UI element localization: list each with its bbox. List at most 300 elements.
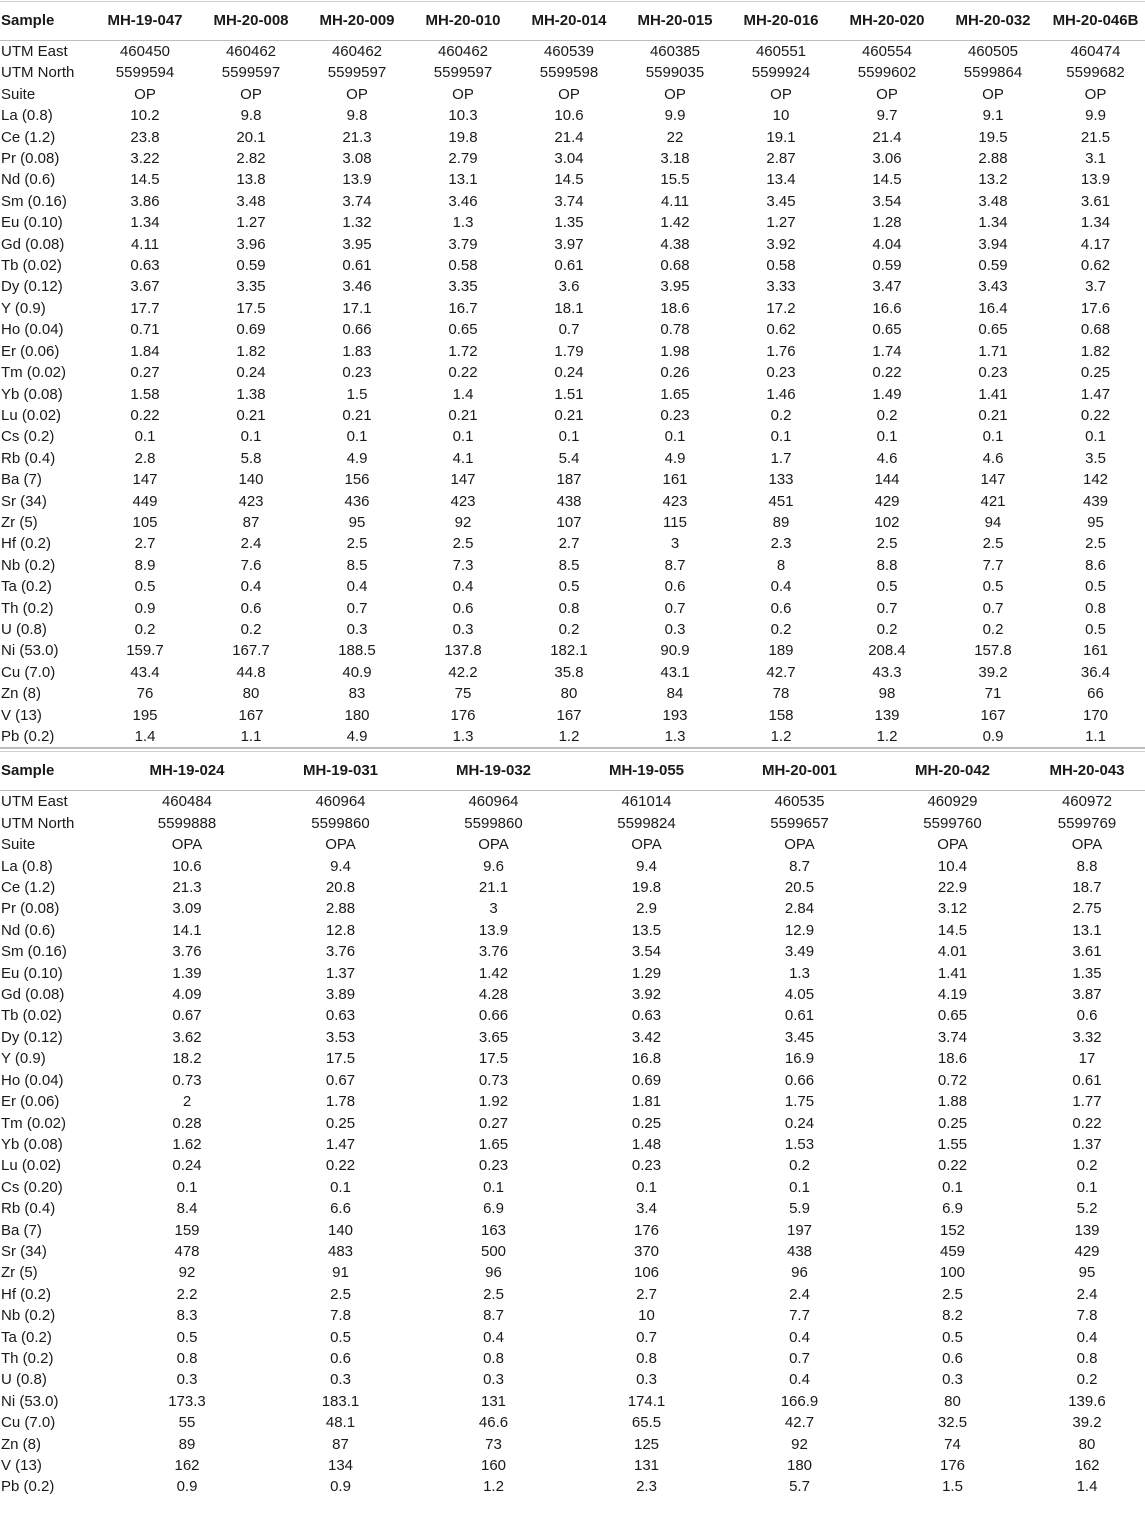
table-cell: 92 <box>791 1435 808 1453</box>
table-cell: 0.7 <box>789 1349 810 1367</box>
table-cell: 460484 <box>161 793 213 811</box>
table-row <box>0 1177 1145 1198</box>
table-cell: 0.4 <box>483 1328 504 1346</box>
table-cell: 3.33 <box>766 278 796 296</box>
table-cell: 3.61 <box>1072 943 1102 961</box>
row-label: Cu (7.0) <box>1 663 56 681</box>
table-cell: 98 <box>878 685 896 703</box>
table-cell: 0.3 <box>176 1371 198 1389</box>
table-cell: 0.25 <box>631 1114 662 1132</box>
table-cell: 17.5 <box>325 1050 356 1068</box>
table-cell: 16.7 <box>448 299 478 317</box>
table-cell: 0.6 <box>770 599 792 617</box>
table-cell: 0.3 <box>942 1371 963 1389</box>
table-cell: 2.75 <box>1072 900 1102 918</box>
table-cell: 10 <box>638 1307 655 1325</box>
table-cell: 4.01 <box>937 943 968 961</box>
table-cell: 0.8 <box>558 599 580 617</box>
table-cell: 5599594 <box>115 64 175 82</box>
table-row <box>0 1027 1145 1048</box>
column-header: MH-20-032 <box>940 2 1046 41</box>
table-cell: 3.97 <box>554 235 584 253</box>
table-cell: 14.5 <box>937 921 968 939</box>
table-row <box>0 683 1145 704</box>
row-label: UTM East <box>1 793 68 811</box>
table-cell: 4.9 <box>304 726 410 748</box>
table-cell: 106 <box>633 1264 660 1282</box>
table-cell: 1.74 <box>872 342 902 360</box>
table-cell: 1.38 <box>236 385 266 403</box>
table-cell: 2.5 <box>346 535 368 553</box>
table-cell: 8.3 <box>176 1307 198 1325</box>
table-cell: 197 <box>786 1221 813 1239</box>
table-cell: 10 <box>772 107 790 125</box>
table-cell: 14.5 <box>872 171 902 189</box>
table-cell: 193 <box>662 706 688 724</box>
table-cell: 2.4 <box>240 535 262 553</box>
table-cell: 0.5 <box>876 578 898 596</box>
table-cell: 1.4 <box>452 385 474 403</box>
table-cell: 0.27 <box>478 1114 509 1132</box>
row-label: Pr (0.08) <box>1 150 60 168</box>
table-cell: 21.3 <box>172 879 202 897</box>
table-cell: 0.21 <box>554 406 584 424</box>
table-cell: 208.4 <box>868 642 906 660</box>
table-row <box>0 1412 1145 1433</box>
table-cell: 1.37 <box>325 964 356 982</box>
table-cell: 0.73 <box>478 1071 509 1089</box>
table-row <box>0 834 1145 855</box>
table-cell: 0.66 <box>478 1007 509 1025</box>
column-header: MH-19-032 <box>417 752 570 791</box>
table-cell: 0.8 <box>483 1349 504 1367</box>
table-cell: 140 <box>238 471 264 489</box>
table-cell: 48.1 <box>325 1414 356 1432</box>
table-cell: 3.62 <box>172 1028 202 1046</box>
table-cell: 3.47 <box>872 278 902 296</box>
row-label: Eu (0.10) <box>1 214 63 232</box>
column-header: MH-19-047 <box>92 2 198 41</box>
table-cell: 2.7 <box>558 535 580 553</box>
table-cell: 156 <box>344 471 370 489</box>
table-cell: 17 <box>1078 1050 1096 1068</box>
table-row <box>0 984 1145 1005</box>
table-cell: 0.5 <box>558 578 580 596</box>
row-label: U (0.8) <box>1 1371 47 1389</box>
table-cell: 2.2 <box>176 1285 198 1303</box>
table-row <box>0 1134 1145 1155</box>
row-label: Zn (8) <box>1 1435 42 1453</box>
table-cell: 78 <box>772 685 790 703</box>
table-cell: 0.1 <box>330 1178 351 1196</box>
table-cell: 95 <box>1087 513 1104 531</box>
table-cell: 3.92 <box>631 986 662 1004</box>
table-cell: 13.1 <box>448 171 478 189</box>
table-cell: 423 <box>238 492 264 510</box>
table-cell: 3.04 <box>554 150 584 168</box>
table-cell: 3.06 <box>872 150 902 168</box>
table-cell: 1.5 <box>942 1478 963 1496</box>
table-cell: 423 <box>450 492 476 510</box>
table-cell: 17.5 <box>478 1050 509 1068</box>
table-cell: 4.11 <box>130 235 160 253</box>
table-cell: 478 <box>174 1242 200 1260</box>
column-header: MH-20-008 <box>198 2 304 41</box>
table-cell: 1.3 <box>410 726 516 748</box>
table-cell: 1.5 <box>346 385 368 403</box>
row-label: Pb (0.2) <box>0 726 92 748</box>
row-label: Lu (0.02) <box>1 406 62 424</box>
table-cell: 1.81 <box>631 1093 662 1111</box>
table-cell: 0.5 <box>330 1328 351 1346</box>
table-cell: 139 <box>874 706 900 724</box>
table-cell: 0.27 <box>130 364 160 382</box>
table-cell: 20.5 <box>784 879 815 897</box>
table-cell: 0.65 <box>937 1007 968 1025</box>
table-cell: 5599924 <box>751 64 811 82</box>
table-cell: 1.39 <box>172 964 202 982</box>
table-cell: 4.9 <box>346 449 368 467</box>
table-cell: 7.6 <box>240 556 262 574</box>
table-cell: 1.34 <box>1080 214 1111 232</box>
table-cell: 7.7 <box>982 556 1004 574</box>
table-cell: 5599682 <box>1066 64 1125 82</box>
table-cell: 18.2 <box>172 1050 202 1068</box>
table-cell: 16.9 <box>784 1050 815 1068</box>
table-cell: 0.59 <box>978 257 1008 275</box>
table-cell: 74 <box>944 1435 961 1453</box>
table-cell: 5599597 <box>433 64 493 82</box>
table-cell: 147 <box>132 471 158 489</box>
table-cell: 0.4 <box>452 578 474 596</box>
table-row <box>0 1241 1145 1262</box>
table-cell: 0.3 <box>483 1371 504 1389</box>
table-row <box>0 234 1145 255</box>
table-cell: 3.74 <box>554 192 584 210</box>
table-cell: 161 <box>1082 642 1109 660</box>
table-cell: 8 <box>776 556 786 574</box>
table-cell: 1.58 <box>130 385 160 403</box>
table-cell: 0.72 <box>937 1071 968 1089</box>
row-label: Tm (0.02) <box>1 364 67 382</box>
table-cell: 158 <box>768 706 794 724</box>
table-cell: OPA <box>937 836 968 854</box>
table-cell: 0.3 <box>452 620 474 638</box>
table-cell: 0.61 <box>554 257 584 275</box>
geochem-table-op <box>0 1 1145 749</box>
table-cell: 18.6 <box>660 299 690 317</box>
row-label: Th (0.2) <box>1 599 54 617</box>
table-cell: 0.23 <box>478 1157 509 1175</box>
table-cell: 1.75 <box>784 1093 815 1111</box>
table-cell: 17.7 <box>130 299 160 317</box>
table-cell: 2.79 <box>448 150 478 168</box>
table-row <box>0 405 1145 426</box>
table-row <box>0 856 1145 877</box>
table-cell: 1.34 <box>130 214 160 232</box>
table-cell: 3.94 <box>978 235 1008 253</box>
table-cell: 0.2 <box>770 406 792 424</box>
table-row <box>0 640 1145 661</box>
row-label: Ho (0.04) <box>1 321 64 339</box>
table-cell: 1.92 <box>478 1093 509 1111</box>
table-row <box>0 127 1145 148</box>
table-cell: 0.5 <box>134 578 156 596</box>
row-label: Cs (0.20) <box>1 1178 63 1196</box>
table-cell: 0.25 <box>937 1114 968 1132</box>
row-label: La (0.8) <box>1 857 53 875</box>
table-cell: 133 <box>768 471 794 489</box>
table-cell: 75 <box>454 685 472 703</box>
table-cell: 4.6 <box>982 449 1004 467</box>
table-cell: 0.59 <box>872 257 902 275</box>
table-cell: 173.3 <box>168 1392 206 1410</box>
table-cell: 1.78 <box>325 1093 356 1111</box>
table-cell: 4.17 <box>1080 235 1111 253</box>
table-cell: 176 <box>939 1457 966 1474</box>
table-cell: 2 <box>182 1093 192 1111</box>
table-cell: 12.8 <box>325 921 356 939</box>
table-cell: 166.9 <box>780 1392 819 1410</box>
table-cell: 0.68 <box>660 257 690 275</box>
table-cell: 460462 <box>437 43 489 60</box>
row-label: Nb (0.2) <box>1 1307 56 1325</box>
table-cell: 1.79 <box>554 342 584 360</box>
table-cell: 3.12 <box>937 900 968 918</box>
table-cell: 36.4 <box>1080 663 1111 681</box>
table-row <box>0 1220 1145 1241</box>
table-cell: 76 <box>136 685 154 703</box>
table-cell: 105 <box>132 513 158 531</box>
table-cell: OP <box>240 85 262 103</box>
table-cell: 460551 <box>755 43 807 60</box>
table-cell: 0.73 <box>172 1071 202 1089</box>
table-cell: 449 <box>132 492 158 510</box>
table-cell: 1.72 <box>448 342 478 360</box>
column-header: MH-20-043 <box>1029 752 1145 791</box>
table-cell: 3.46 <box>342 278 372 296</box>
table-cell: 2.84 <box>784 900 815 918</box>
table-cell: 460535 <box>774 793 825 811</box>
row-label: Lu (0.02) <box>1 1157 62 1175</box>
row-label: UTM North <box>1 814 75 832</box>
table-cell: 3.65 <box>478 1028 509 1046</box>
table-cell: 167 <box>238 706 264 724</box>
table-cell: 22.9 <box>937 879 968 897</box>
table-row <box>0 148 1145 169</box>
table-cell: 0.58 <box>766 257 796 275</box>
row-label: Ce (1.2) <box>1 128 56 146</box>
table-cell: 21.5 <box>1080 128 1111 146</box>
table-cell: 125 <box>633 1435 660 1453</box>
table-cell: 14.5 <box>554 171 584 189</box>
row-label: Sr (34) <box>1 1242 47 1260</box>
table-row <box>0 533 1145 554</box>
table-cell: 0.1 <box>240 428 262 446</box>
row-label: Zr (5) <box>1 1264 38 1282</box>
table-row <box>0 512 1145 533</box>
table-cell: 1.7 <box>770 449 792 467</box>
table-cell: 4.28 <box>478 986 509 1004</box>
table-cell: 3.4 <box>636 1200 657 1218</box>
table-cell: 460929 <box>927 793 978 811</box>
table-cell: 7.8 <box>1076 1307 1098 1325</box>
row-label: UTM East <box>1 43 68 60</box>
table-cell: 13.9 <box>478 921 509 939</box>
table-cell: 1.82 <box>1080 342 1111 360</box>
table-cell: OP <box>770 85 792 103</box>
table-cell: 1.83 <box>342 342 372 360</box>
table-row <box>0 319 1145 340</box>
table-cell: 460539 <box>543 43 595 60</box>
table-cell: 1.1 <box>1046 726 1145 748</box>
column-header: MH-20-014 <box>516 2 622 41</box>
table-cell: 9.4 <box>636 857 657 875</box>
table-cell: 4.04 <box>872 235 902 253</box>
table-cell: OP <box>664 85 686 103</box>
table-cell: 3.79 <box>448 235 478 253</box>
table-cell: 460554 <box>861 43 913 60</box>
table-cell: 20.1 <box>236 128 266 146</box>
table-row <box>0 448 1145 469</box>
table-cell: 2.9 <box>636 900 657 918</box>
table-cell: 0.5 <box>1085 620 1106 638</box>
table-cell: 0.5 <box>176 1328 198 1346</box>
table-cell: 17.1 <box>342 299 372 317</box>
table-cell: OP <box>876 85 898 103</box>
table-cell: 0.5 <box>982 578 1004 596</box>
row-label: U (0.8) <box>1 620 47 638</box>
table-cell: 71 <box>984 685 1002 703</box>
table-cell: 1.76 <box>766 342 796 360</box>
table-row <box>0 191 1145 212</box>
table-cell: 180 <box>786 1457 813 1474</box>
row-label: Tb (0.02) <box>1 257 62 275</box>
table-cell: 3.76 <box>478 943 509 961</box>
column-header: MH-20-042 <box>876 752 1029 791</box>
table-cell: 0.2 <box>240 620 262 638</box>
table-cell: 8.7 <box>789 857 810 875</box>
table-cell: 0.62 <box>1080 257 1111 275</box>
table-cell: 5.2 <box>1076 1200 1098 1218</box>
column-header: MH-20-009 <box>304 2 410 41</box>
row-label: V (13) <box>1 706 42 724</box>
table-cell: 131 <box>480 1392 507 1410</box>
table-cell: 1.77 <box>1072 1093 1102 1111</box>
row-label: Y (0.9) <box>1 1050 46 1068</box>
table-cell: 0.9 <box>940 726 1046 748</box>
table-cell: 0.1 <box>176 1178 198 1196</box>
table-row <box>0 1048 1145 1069</box>
table-cell: 1.47 <box>1080 385 1111 403</box>
table-cell: 0.3 <box>664 620 686 638</box>
table-cell: 21.4 <box>554 128 584 146</box>
table-cell: 0.4 <box>789 1371 810 1389</box>
table-cell: 0.22 <box>1072 1114 1102 1132</box>
table-cell: 174.1 <box>627 1392 666 1410</box>
table-cell: 39.2 <box>978 663 1008 681</box>
table-header-row <box>0 752 1145 791</box>
table-cell: 35.8 <box>554 663 584 681</box>
table-cell: 3.46 <box>448 192 478 210</box>
table-cell: OP <box>452 85 474 103</box>
table-cell: 1.62 <box>172 1135 202 1153</box>
table-cell: OP <box>558 85 580 103</box>
table-cell: 0.6 <box>1076 1007 1098 1025</box>
table-cell: 421 <box>980 492 1006 510</box>
table-cell: 0.1 <box>558 428 580 446</box>
row-label: Th (0.2) <box>1 1349 54 1367</box>
table-cell: 0.4 <box>789 1328 810 1346</box>
table-cell: 87 <box>332 1435 349 1453</box>
table-cell: 0.2 <box>789 1157 810 1175</box>
table-cell: 3.45 <box>784 1028 815 1046</box>
table-cell: 9.8 <box>346 107 368 125</box>
column-header: MH-20-020 <box>834 2 940 41</box>
table-cell: 0.58 <box>448 257 478 275</box>
table-cell: 9.8 <box>240 107 262 125</box>
row-label: Pr (0.08) <box>1 900 60 918</box>
table-cell: 142 <box>1082 471 1109 489</box>
table-cell: 1.98 <box>660 342 690 360</box>
table-cell: 5599598 <box>539 64 599 82</box>
table-cell: 14.5 <box>130 171 160 189</box>
table-cell: 10.4 <box>937 857 968 875</box>
table-cell: 0.7 <box>664 599 686 617</box>
table-cell: 0.78 <box>660 321 690 339</box>
table-cell: 2.88 <box>325 900 356 918</box>
row-label: Nb (0.2) <box>1 556 56 574</box>
table-cell: 40.9 <box>342 663 372 681</box>
row-label: Gd (0.08) <box>1 235 65 253</box>
table-row <box>0 469 1145 490</box>
table-cell: 3.35 <box>236 278 266 296</box>
table-cell: 460972 <box>1061 793 1113 811</box>
table-cell: 0.69 <box>236 321 266 339</box>
table-row <box>0 362 1145 383</box>
table-cell: 23.8 <box>130 128 160 146</box>
table-cell: 20.8 <box>325 879 356 897</box>
table-cell: 0.22 <box>448 364 478 382</box>
table-cell: 17.6 <box>1080 299 1111 317</box>
table-cell: 4.6 <box>876 449 898 467</box>
table-cell: 0.22 <box>325 1157 356 1175</box>
table-cell: 1.49 <box>872 385 902 403</box>
table-cell: 0.61 <box>784 1007 815 1025</box>
table-cell: 3.76 <box>172 943 202 961</box>
table-cell: 90.9 <box>660 642 690 660</box>
table-cell: 5599860 <box>464 814 523 832</box>
table-cell: 2.5 <box>483 1285 504 1303</box>
table-cell: 17.2 <box>766 299 796 317</box>
table-cell: OPA <box>784 836 815 854</box>
table-cell: 0.21 <box>342 406 372 424</box>
table-cell: 0.67 <box>172 1007 202 1025</box>
table-cell: 0.1 <box>483 1178 504 1196</box>
table-cell: 102 <box>874 513 900 531</box>
table-row <box>0 941 1145 962</box>
table-cell: 18.1 <box>554 299 584 317</box>
table-cell: 0.23 <box>631 1157 662 1175</box>
row-label: Gd (0.08) <box>1 986 65 1004</box>
table-cell: 6.9 <box>483 1200 504 1218</box>
table-cell: 0.1 <box>1085 428 1106 446</box>
table-cell: 163 <box>480 1221 507 1239</box>
table-cell: 13.5 <box>631 921 662 939</box>
table-cell: 461014 <box>621 793 672 811</box>
table-cell: 0.3 <box>636 1371 657 1389</box>
table-cell: 0.6 <box>452 599 474 617</box>
